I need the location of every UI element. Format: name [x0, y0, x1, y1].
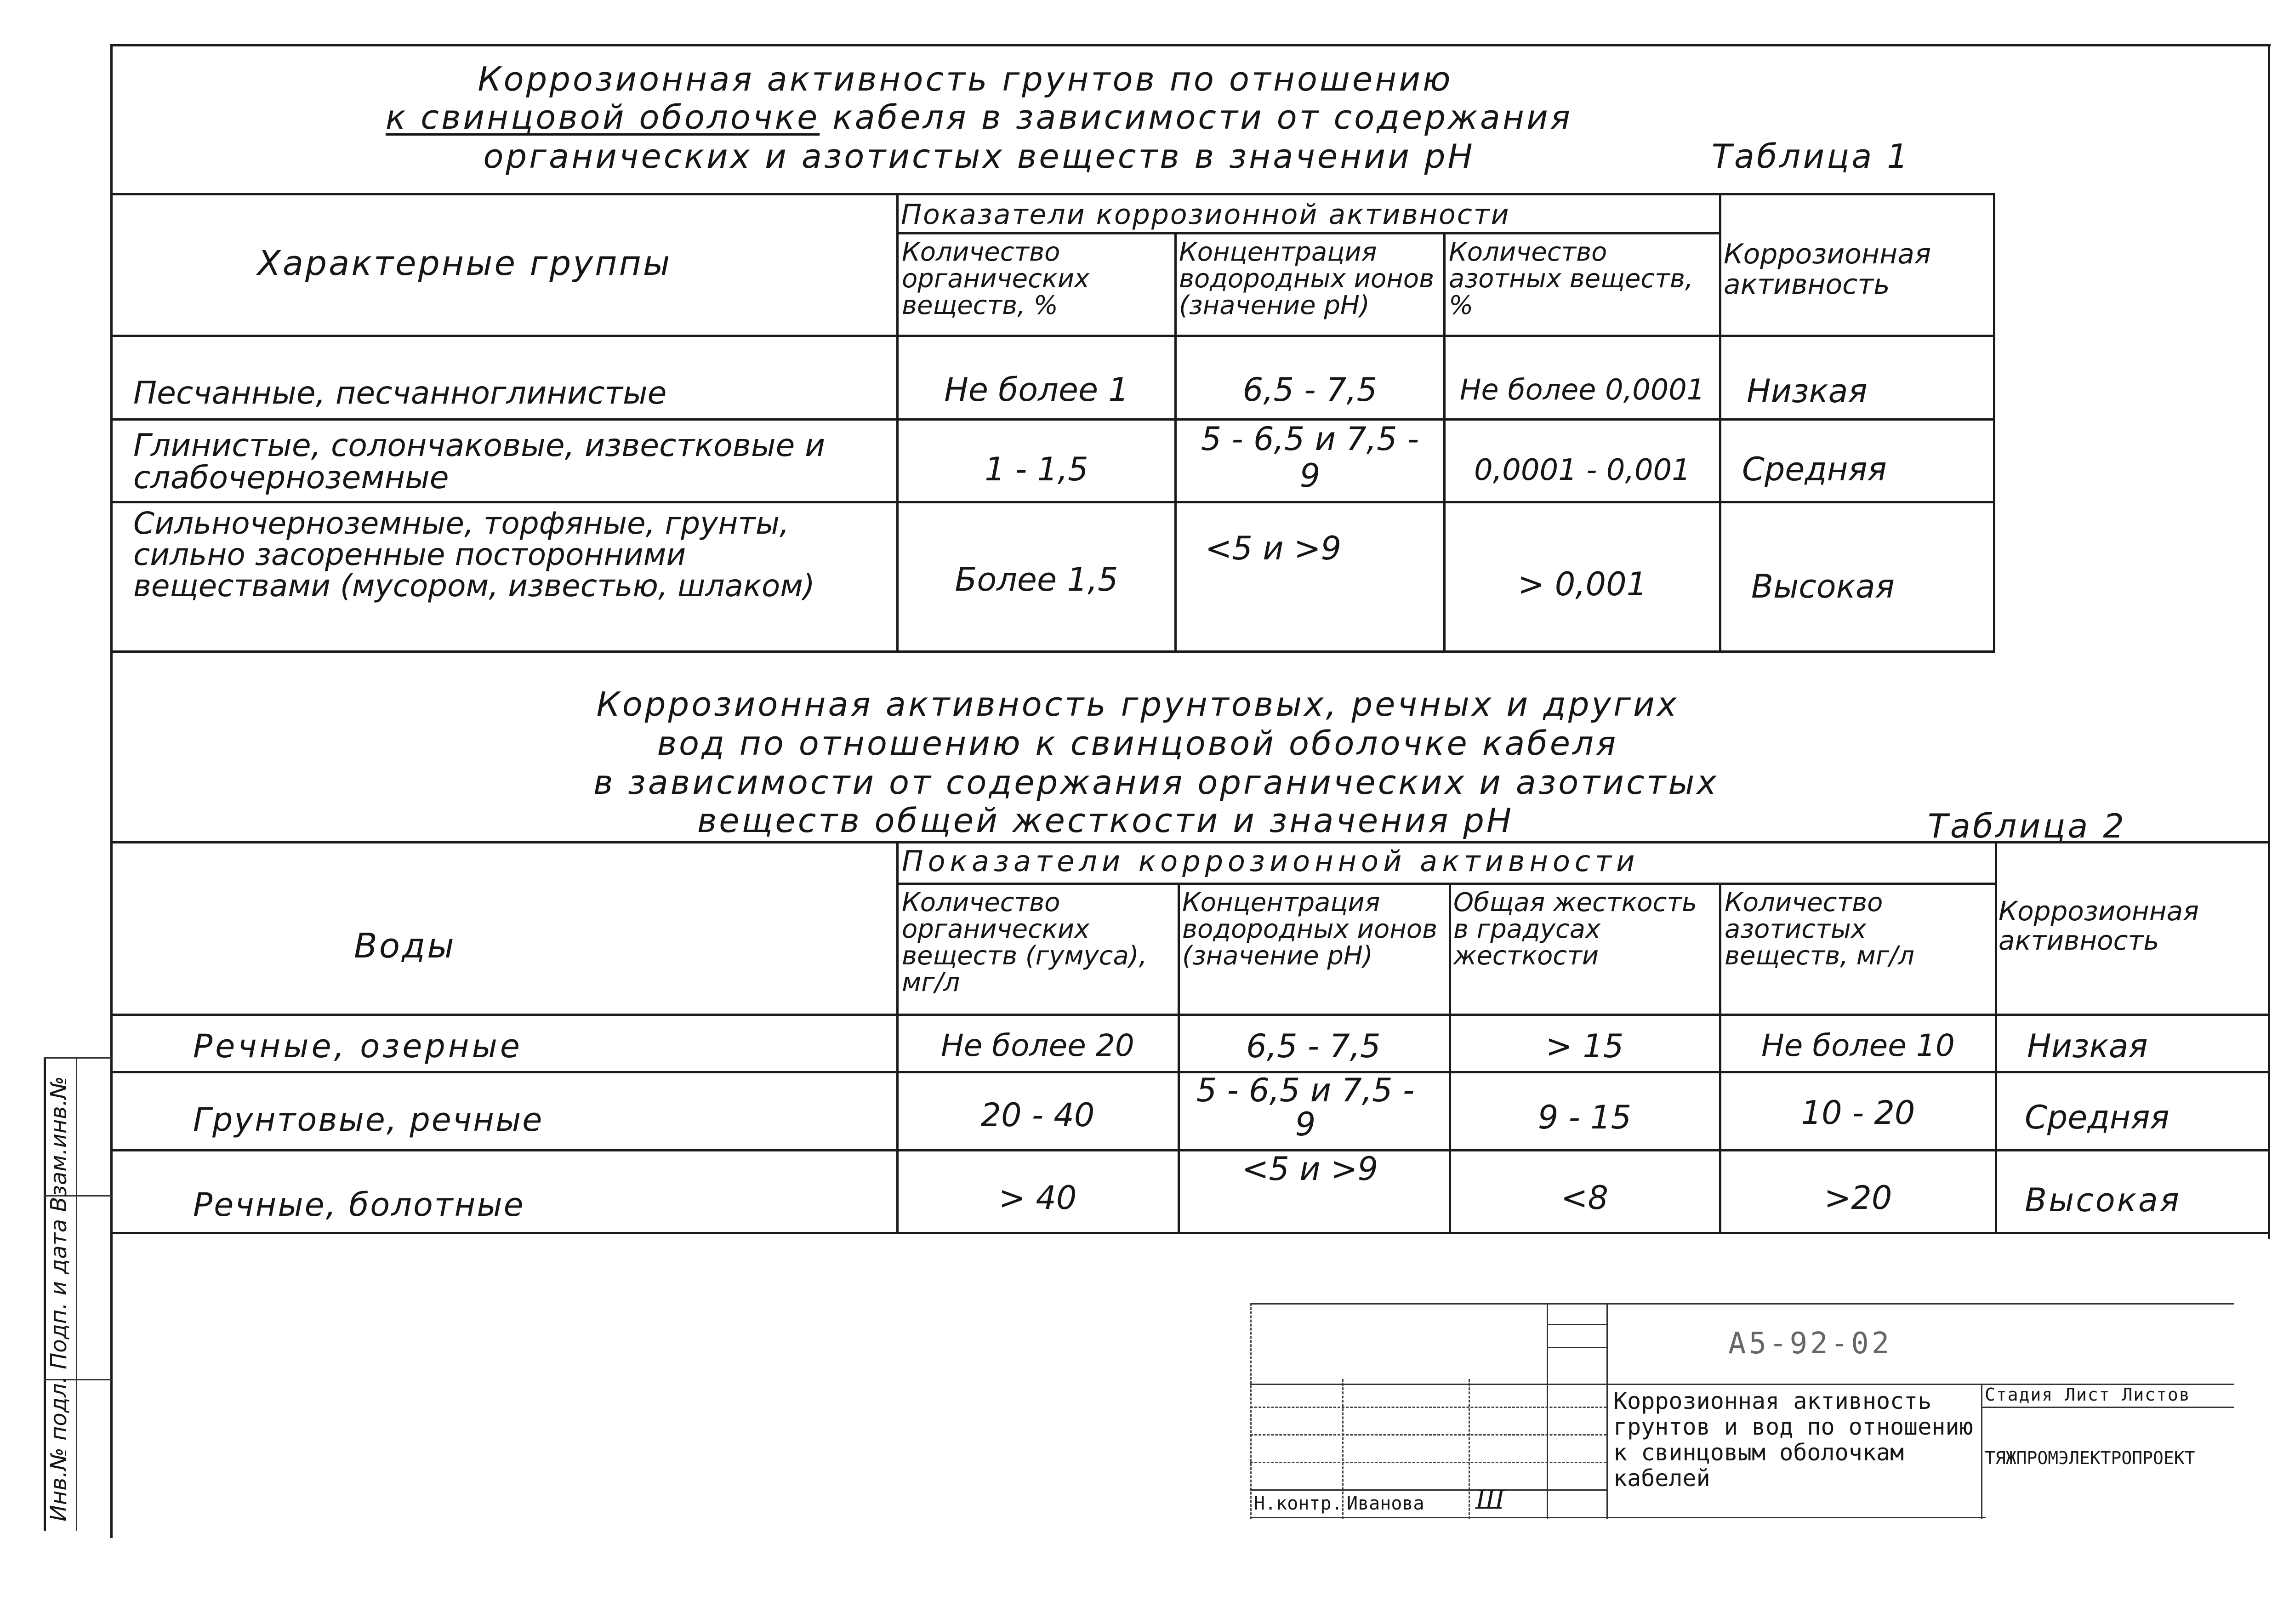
- t1-row2-bottom: [110, 501, 1995, 503]
- t1-vline-2: [1174, 232, 1177, 650]
- stamp-org: ТЯЖПРОМЭЛЕКТРОПРОЕКТ: [1985, 1448, 2195, 1468]
- t2-header-waters: Воды: [354, 926, 456, 966]
- t1-group-line: [896, 232, 1719, 234]
- t2-r1-nitrogen: Не более 10: [1761, 1028, 1955, 1063]
- t2-r1-water: Речные, озерные: [193, 1027, 523, 1065]
- t2-r1-hardness: > 15: [1545, 1027, 1624, 1065]
- t2-vline-5: [1995, 841, 1997, 1232]
- stamp-sheet-labels: Стадия Лист Листов: [1985, 1385, 2191, 1405]
- t1-r2-nitrogen: 0,0001 - 0,001: [1474, 453, 1691, 487]
- t1-r2-ph: 5 - 6,5 и 7,5 - 9: [1201, 420, 1419, 495]
- table1-label: Таблица 1: [1711, 137, 1911, 176]
- t1-header-groups: Характерные группы: [257, 244, 672, 283]
- table1-title-line1: Коррозионная активность грунтов по отношению: [478, 60, 1453, 98]
- t1-header-nitrogen: Количество азотных веществ, %: [1449, 237, 1693, 320]
- table2-title-line2: вод по отношению к свинцовой оболочке кабеля: [657, 724, 1618, 763]
- table1-title-line3: органических и азотистых веществ в значении pH: [483, 137, 1475, 176]
- t1-vline-4: [1719, 193, 1721, 650]
- stamp-row-g: [1250, 1489, 1606, 1491]
- stamp-row-a: [1547, 1324, 1606, 1325]
- t2-r2-ph: 5 - 6,5 и 7,5 - 9: [1196, 1071, 1415, 1143]
- stamp-signature: Ш: [1475, 1485, 1505, 1515]
- table2-title-line3: в зависимости от содержания органических и азотистых: [593, 763, 1719, 802]
- t2-row2-bottom: [110, 1149, 2268, 1151]
- t1-r1-ph: 6,5 - 7,5: [1242, 371, 1378, 409]
- t1-r1-activity: Низкая: [1747, 372, 1868, 410]
- t2-head-bottom: [110, 1014, 2268, 1016]
- t1-header-group: Показатели коррозионной активности: [901, 199, 1510, 231]
- stamp-sheet-row: [1981, 1407, 2234, 1408]
- t2-top: [110, 841, 2268, 843]
- t2-r3-hardness: <8: [1560, 1179, 1609, 1217]
- t2-header-activity: Коррозионная активность: [1999, 895, 2199, 956]
- t1-top: [110, 193, 1995, 195]
- t2-r3-water: Речные, болотные: [193, 1186, 525, 1224]
- t1-r1-nitrogen: Не более 0,0001: [1459, 373, 1705, 406]
- t1-header-ph: Концентрация водородных ионов (значение pH): [1179, 237, 1435, 320]
- stamp-row-b: [1547, 1347, 1606, 1348]
- table2-title-line4: веществ общей жесткости и значения pH: [697, 801, 1514, 840]
- stamp-row-e: [1250, 1434, 1606, 1436]
- t1-head-bottom: [110, 335, 1995, 337]
- t2-r3-organic: > 40: [998, 1179, 1077, 1217]
- t2-header-organic: Количество органических веществ (гумуса), мг/л: [902, 888, 1147, 997]
- table1-title-line2: [359, 100, 1600, 135]
- stamp-top: [1250, 1303, 2234, 1305]
- stamp-col-6: [1981, 1384, 1982, 1519]
- side-strip-top: [44, 1057, 113, 1059]
- frame-left: [110, 44, 113, 1538]
- t1-header-organic: Количество органических веществ, %: [902, 237, 1090, 320]
- t1-r3-activity: Высокая: [1751, 568, 1895, 605]
- t2-r1-ph: 6,5 - 7,5: [1246, 1027, 1381, 1065]
- t1-r3-ph: <5 и >9: [1205, 530, 1342, 567]
- stamp-row-d: [1250, 1407, 1606, 1408]
- t1-r2-group: Глинистые, солончаковые, известковые и слабочерноземные: [133, 427, 826, 496]
- t2-header-group: Показатели коррозионной активности: [902, 844, 1640, 878]
- stamp-left: [1250, 1303, 1252, 1519]
- stamp-description: Коррозионная активность грунтов и вод по отношению к свинцовым оболочкам кабелей: [1613, 1388, 1973, 1492]
- t2-group-line: [896, 883, 1995, 885]
- stamp-bottom: [1250, 1517, 1986, 1518]
- t2-r3-nitrogen: >20: [1824, 1179, 1892, 1217]
- table2-title-line1: Коррозионная активность грунтовых, речных и других: [596, 685, 1679, 724]
- frame-top: [110, 44, 2271, 46]
- t2-bottom: [110, 1232, 2268, 1234]
- stamp-col-4: [1547, 1303, 1548, 1519]
- table1-title-underlined: к свинцовой оболочке: [385, 98, 820, 137]
- t2-r2-hardness: 9 - 15: [1537, 1099, 1632, 1136]
- t1-r3-nitrogen: > 0,001: [1517, 565, 1647, 603]
- t1-r2-organic: 1 - 1,5: [985, 450, 1088, 488]
- t1-r1-organic: Не более 1: [944, 371, 1129, 409]
- t2-r1-organic: Не более 20: [941, 1028, 1134, 1063]
- stamp-name: Иванова: [1347, 1493, 1424, 1514]
- frame-right: [2268, 44, 2270, 1239]
- t2-header-ph: Концентрация водородных ионов (значение pH): [1182, 888, 1438, 971]
- t1-vline-5: [1993, 193, 1995, 650]
- t2-r2-activity: Средняя: [2025, 1099, 2169, 1136]
- stamp-role: Н.контр.: [1254, 1493, 1343, 1514]
- table1-title-rest: кабеля в зависимости от содержания: [832, 98, 1573, 137]
- t2-r2-organic: 20 - 40: [980, 1096, 1095, 1134]
- side-strip-inner: [76, 1057, 77, 1531]
- t1-r3-group: Сильночерноземные, торфяные, грунты, сильно засоренные посторонними веществами (мусором, известью, шлаком): [133, 506, 815, 604]
- stamp-col-5: [1606, 1303, 1608, 1519]
- t1-r1-group: Песчанные, песчанноглинистые: [133, 375, 667, 411]
- t1-bottom: [110, 650, 1995, 653]
- stamp-col-3: [1469, 1379, 1470, 1519]
- t2-header-hardness: Общая жесткость в градусах жесткости: [1453, 888, 1697, 971]
- stamp-code: А5-92-02: [1728, 1327, 1892, 1361]
- t2-r2-nitrogen: 10 - 20: [1801, 1094, 1915, 1132]
- t1-row1-bottom: [110, 418, 1995, 421]
- t2-r3-ph: <5 и >9: [1241, 1150, 1378, 1188]
- stamp-row-f: [1250, 1462, 1606, 1463]
- t2-r1-activity: Низкая: [2027, 1027, 2148, 1065]
- table2-label: Таблица 2: [1927, 807, 2127, 845]
- side-strip-text: Инв.№ подл. Подп. и дата Взам.инв.№: [46, 1076, 72, 1521]
- t1-r2-activity: Средняя: [1742, 450, 1887, 488]
- t1-header-activity: Коррозионная активность: [1724, 238, 1931, 301]
- t2-r3-activity: Высокая: [2025, 1181, 2181, 1219]
- t2-header-nitrogen: Количество азотистых веществ, мг/л: [1725, 888, 1914, 971]
- t2-r2-water: Грунтовые, речные: [193, 1101, 544, 1139]
- t1-r3-organic: Более 1,5: [955, 561, 1118, 598]
